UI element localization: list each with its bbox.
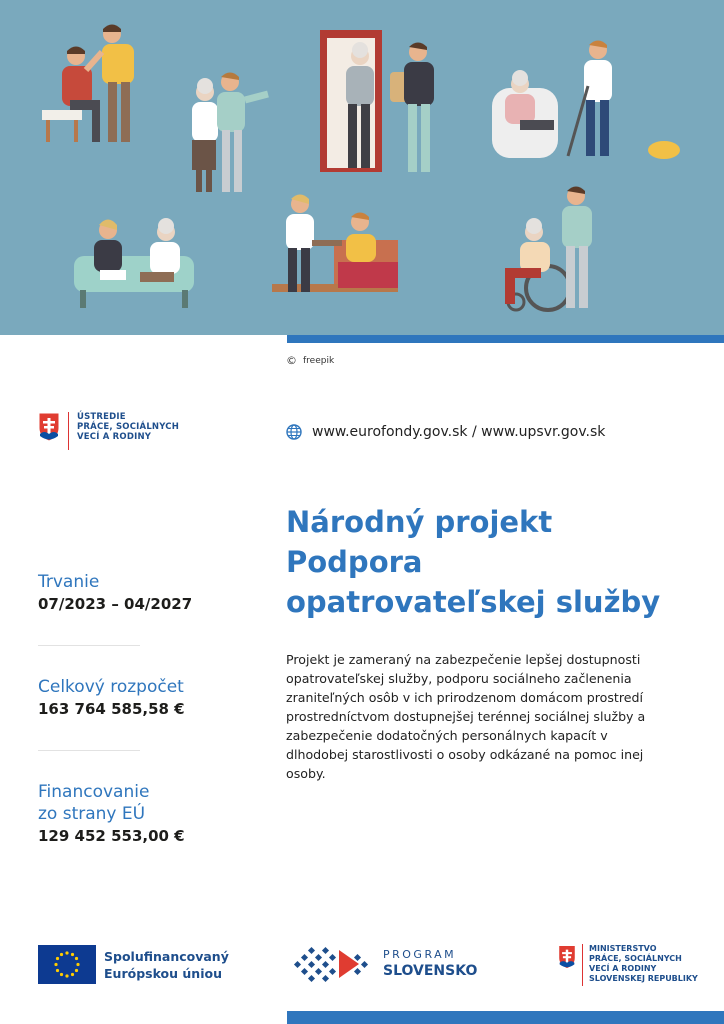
- program-slovensko-logo: [293, 944, 477, 984]
- scene-vacuum-cleaning: [492, 41, 680, 160]
- upsvr-line-3: VECÍ A RODINY: [77, 432, 152, 442]
- ministry-line-4: SLOVENSKEJ REPUBLIKY: [589, 974, 698, 983]
- scene-meal-in-bed: [272, 195, 398, 293]
- eu-text-line-1: Spolufinancovaný: [104, 948, 229, 964]
- footer-accent-bar: [287, 1011, 724, 1024]
- program-slovensko-text: [383, 948, 477, 980]
- ministry-line-2: PRÁCE, SOCIÁLNYCH: [589, 954, 682, 963]
- scene-grocery-delivery: [320, 30, 434, 172]
- website-url-text[interactable]: www.eurofondy.gov.sk / www.upsvr.gov.sk: [312, 424, 606, 440]
- fact-eu-label-line-2: zo strany EÚ: [38, 804, 146, 824]
- fact-duration-label: Trvanie: [38, 572, 100, 592]
- scene-sofa-chat: [74, 218, 194, 308]
- ministry-line-3: VECÍ A RODINY: [589, 964, 657, 973]
- title-line-3: opatrovateľskej služby: [286, 585, 661, 619]
- eu-cofunded-text: [104, 948, 229, 982]
- upsvr-line-1: ÚSTREDIE: [77, 412, 126, 422]
- fact-duration: [38, 571, 238, 615]
- eu-flag-icon: [38, 945, 96, 984]
- scene-helping-seated-man: [42, 25, 134, 143]
- fact-budget-value: 163 764 585,58 €: [38, 700, 185, 718]
- fact-eu-value: 129 452 553,00 €: [38, 827, 185, 845]
- website-links[interactable]: [286, 424, 605, 440]
- title-line-2: Podpora: [286, 545, 423, 579]
- fact-duration-value: 07/2023 – 04/2027: [38, 595, 193, 613]
- fact-budget: [38, 676, 238, 720]
- fact-separator: [38, 750, 140, 751]
- logo-divider: [68, 412, 69, 450]
- copyright-icon: ©: [286, 354, 297, 367]
- upsvr-logo: [38, 412, 179, 450]
- slovak-coat-of-arms-icon: [38, 412, 60, 442]
- fact-separator: [38, 645, 140, 646]
- image-credit: [286, 354, 334, 367]
- project-title: [286, 502, 706, 622]
- fact-budget-label: Celkový rozpočet: [38, 677, 184, 697]
- slovak-coat-of-arms-icon: [558, 944, 576, 970]
- globe-icon: [286, 424, 302, 440]
- caregiver-scenes-illustration: [0, 0, 724, 335]
- upsvr-line-2: PRÁCE, SOCIÁLNYCH: [77, 422, 180, 432]
- project-facts: [38, 571, 238, 847]
- ministry-logo-text: [589, 944, 698, 984]
- fact-eu-funding: [38, 781, 238, 847]
- hero-accent-bar: [287, 335, 724, 343]
- ministry-line-1: MINISTERSTVO: [589, 944, 657, 953]
- ministry-logo: [558, 944, 698, 986]
- upsvr-logo-text: [77, 412, 179, 442]
- title-line-1: Národný projekt: [286, 505, 553, 539]
- program-label: PROGRAM: [383, 948, 457, 961]
- program-slovensko-mark-icon: [293, 944, 375, 984]
- eu-text-line-2: Európskou úniou: [104, 965, 222, 981]
- fact-eu-label-line-1: Financovanie: [38, 782, 150, 802]
- hero-illustration: [0, 0, 724, 335]
- logo-divider: [582, 944, 583, 986]
- credit-text: freepik: [303, 355, 335, 366]
- scene-seniors-walking: [192, 73, 268, 193]
- scene-wheelchair-assist: [505, 187, 592, 311]
- slovensko-label: SLOVENSKO: [383, 963, 478, 979]
- eu-cofunded-logo: [38, 945, 229, 984]
- project-description: Projekt je zameraný na zabezpečenie lepšej dostupnosti opatrovateľskej služby, podporu sociálneho začlenenia zraniteľných osôb v ich prirodzenom domácom prostredí prostredníctvom dostupnejšej terénnej sociálnej služby a zabezpečenie dodatočných personálnych kapacít v dlhodobej starostlivosti o osoby odkázané na pomoc inej osoby.: [286, 652, 646, 781]
